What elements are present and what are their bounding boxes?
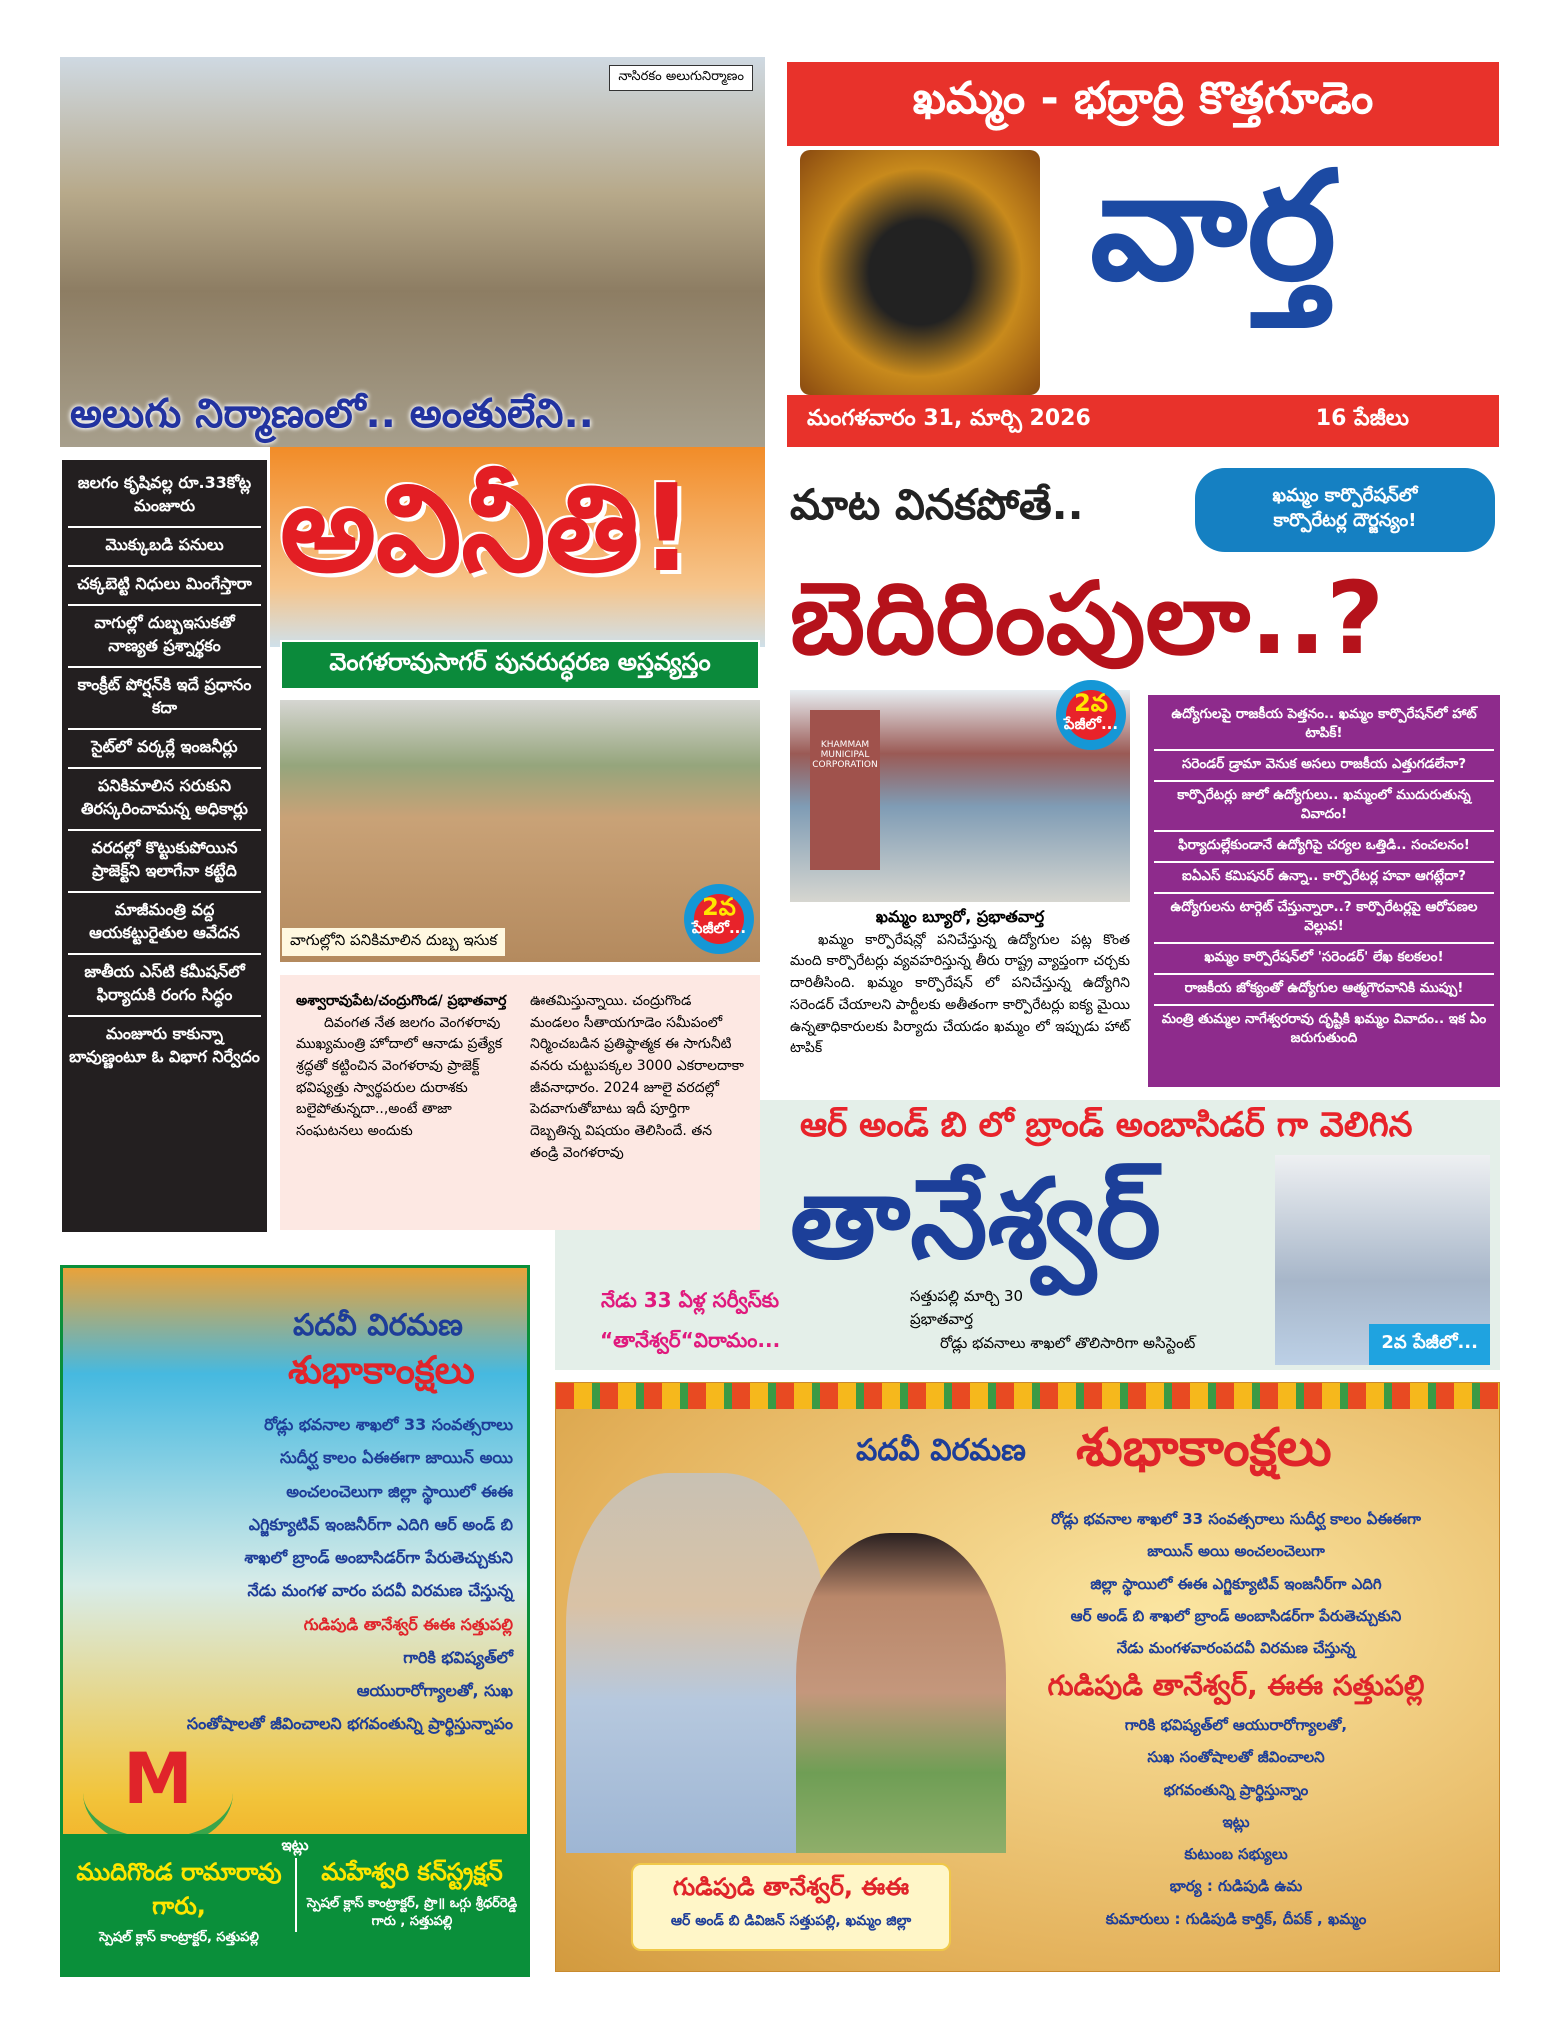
sidebar-point: జాతీయ ఎస్‌టి కమీషన్‌లో ఫిర్యాదుకి రంగం సిద్ధం <box>68 955 261 1017</box>
tanesh-pink <box>600 1280 780 1360</box>
ad-line: నేడు మంగళ వారం పదవీ విరమణ చేస్తున్న <box>247 1581 513 1601</box>
badge-text: పేజీలో... <box>1063 715 1119 734</box>
pink-line: “తానేశ్వర్“విరామం... <box>600 1328 781 1352</box>
retirement-ad-left <box>60 1265 530 1977</box>
article-col1: దివంగత నేత జలగం వెంగళరావు ముఖ్యమంత్రి హోదాలో ఆనాడు ప్రత్యేక శ్రద్ధతో కట్టించిన వెంగళరావు ప్రాజెక్ట్ భవిష్యత్తు స్వార్థపరుల దురాశకు బలైపోతున్నదా..,అంటే తాజా సంఘటనలు అందుకు <box>296 1014 503 1140</box>
ad-line: కుటుంబ సభ్యులు <box>1184 1845 1288 1864</box>
topic-pill <box>1195 468 1495 552</box>
sand-photo <box>280 700 760 962</box>
corp-article <box>790 905 1130 1060</box>
ad-line: సుదీర్ఘ కాలం ఏఈఈగా జాయిన్ అయి <box>279 1448 513 1468</box>
issue-date: మంగళవారం 31, మార్చి 2026 <box>807 406 1091 431</box>
photo-tag: నాసిరకం అలుగునిర్మాణం <box>609 65 753 91</box>
photo-wife <box>796 1533 1006 1853</box>
deity-image <box>800 150 1040 395</box>
headline-avineeti: అవినీతి! <box>280 460 695 599</box>
tanesh-photo <box>1275 1155 1490 1365</box>
sponsor-2 <box>295 1858 527 1932</box>
building-sign: KHAMMAM MUNICIPAL CORPORATION <box>810 710 880 870</box>
tanesh-name: తానేశ్వర్ <box>790 1155 1161 1283</box>
sidebar-point: పనికిమాలిన సరుకుని తిరస్కరించామన్న అధికార్లు <box>68 769 261 831</box>
ad-title-greeting: శుభాకాంక్షలు <box>288 1348 475 1392</box>
highlight: ఫిర్యాదుల్లేకుండానే ఉద్యోగిపై చర్యల ఒత్తిడి.. సంచలనం! <box>1154 832 1494 863</box>
corporation-photo <box>790 690 1130 902</box>
ad-line: శాఖలో బ్రాండ్ అంబాసిడర్‌గా పేరుతెచ్చుకుని <box>244 1548 513 1568</box>
sidebar-point: చక్కబెట్టి నిధులు మింగేస్తారా <box>68 567 261 606</box>
highlights-box <box>1148 695 1500 1087</box>
dateline: సత్తుపల్లి మార్చి 30 <box>910 1287 1024 1305</box>
ad-name: గుడిపుడి తానేశ్వర్ ఈఈ సత్తుపల్లి <box>303 1614 513 1634</box>
ad-title-greeting: శుభాకాంక్షలు <box>1076 1418 1332 1478</box>
highlight: ఉద్యోగులను టార్గెట్ చేస్తున్నారా..? కార్పొరేటర్లపై ఆరోపణల వెల్లువ! <box>1154 894 1494 944</box>
highlight: రాజకీయ జోక్యంతో ఉద్యోగుల ఆత్మగౌరవానికి ముప్పు! <box>1154 975 1494 1006</box>
highlight: ఉద్యోగులపై రాజకీయ పెత్తనం.. ఖమ్మం కార్పొరేషన్‌లో హాట్ టాపిక్! <box>1154 701 1494 751</box>
sidebar-point: జలగం కృషివల్ల రూ.33కోట్ల మంజూరు <box>68 466 261 528</box>
ad-body <box>183 1408 513 1741</box>
article-body <box>280 975 760 1230</box>
ad-footer <box>63 1834 527 1974</box>
highlight: ఐఏఎస్ కమిషనర్ ఉన్నా.. కార్పొరేటర్ల హవా ఆగట్లేదా? <box>1154 863 1494 894</box>
byline: అశ్వారావుపేట/చంద్రుగొండ/ ప్రభాతవార్త <box>296 993 507 1009</box>
badge-number: 2వ <box>702 893 736 921</box>
pill-line: ఖమ్మం కార్పొరేషన్‌లో <box>1272 485 1418 506</box>
source: ప్రభాతవార్త <box>910 1310 974 1329</box>
ad-line: సంతోషాలతో జీవించాలని భగవంతున్ని ప్రార్థిస్తున్నాపం <box>186 1714 513 1734</box>
ad-line: భార్య : గుడిపుడి ఉమ <box>1169 1877 1303 1896</box>
sidebar-point: మాజీమంత్రి వద్ద ఆయకట్టురైతుల ఆవేదన <box>68 893 261 955</box>
retirement-ad-right <box>555 1382 1500 1972</box>
continued-badge[interactable] <box>1056 680 1126 750</box>
sidebar-point: వరదల్లో కొట్టుకుపోయిన ప్రాజెక్ట్‌ని ఇలాగేనా కట్టేది <box>68 831 261 893</box>
ad-line: జిల్లా స్థాయిలో ఈఈ ఎగ్జిక్యూటివ్ ఇంజనీర్‌గా ఎదిగి <box>1090 1574 1382 1593</box>
highlight: ఖమ్మం కార్పొరేషన్‌లో 'సరెండర్' లేఖ కలకలం! <box>1154 944 1494 975</box>
sidebar-point: మొక్కుబడి పనులు <box>68 528 261 567</box>
sponsor-1 <box>63 1858 295 1948</box>
tanesh-dateline <box>910 1285 1195 1355</box>
region-banner: ఖమ్మం - భద్రాద్రి కొత్తగూడెం <box>787 62 1499 146</box>
ad-itlu: ఇట్లు <box>281 1836 309 1854</box>
headline-bedirimpula: బెదిరింపులా..? <box>790 560 1385 677</box>
ad-line: నేడు మంగళవారంపదవీ విరమణ చేస్తున్న <box>1116 1639 1356 1657</box>
date-bar <box>787 395 1499 447</box>
ad-line: సుఖ సంతోషాలతో జీవించాలని <box>1147 1748 1325 1767</box>
article-col2: ఊతమిస్తున్నాయి. చంద్రుగొండ మండలం సీతాయగూడెం సమీపంలో నిర్మించబడిన ప్రతిష్ఠాత్మక ఈ సాగునీటి వనరు చుట్టుపక్కల 3000 ఎకరాలదాకా జీవనాధారం. 2024 జూలై వరదల్లో పెదవాగుతోబాటు ఇదీ పూర్తిగా దెబ్బతిన్న విషయం తెలిసిందే. తన తండ్రి వెంగళరావు <box>530 993 744 1161</box>
ad-line: అంచలంచెలుగా జిల్లా స్థాయిలో ఈఈ <box>286 1481 513 1501</box>
highlight: సరెండర్ డ్రామా వెనుక అసలు రాజకీయ ఎత్తుగడలేనా? <box>1154 751 1494 782</box>
sponsor-sub: స్పెషల్ క్లాస్ కాంట్రాక్టర్, సత్తుపల్లి <box>99 1930 259 1945</box>
byline: ఖమ్మం బ్యూరో, ప్రభాతవార్త <box>875 907 1045 926</box>
ad-line: భగవంతున్ని ప్రార్థిస్తున్నాం <box>1163 1780 1309 1799</box>
name-card <box>631 1863 951 1951</box>
ad-line: గారికి భవిష్యత్‌లో <box>403 1647 513 1667</box>
ad-line: ఇట్లు <box>1222 1812 1250 1831</box>
badge-text: పేజీలో... <box>691 919 747 938</box>
ad-body <box>986 1503 1486 1935</box>
garland-border <box>556 1383 1499 1409</box>
sponsor-name: మహేశ్వరి కన్‌స్ట్రక్షన్ <box>321 1858 503 1886</box>
sponsor-sub: స్పెషల్ క్లాస్ కాంట్రాక్టర్, ప్రొ॥ ఒగ్గు శ్రీధర్‌రెడ్డి గారు , సత్తుపల్లి <box>306 1896 518 1929</box>
badge-number: 2వ <box>1074 689 1108 717</box>
continued-link[interactable]: 2వ పేజీలో... <box>1369 1324 1490 1365</box>
sidebar-point: వాగుల్లో దుబ్బఇసుకతో నాణ్యత ప్రశ్నార్థకం <box>68 606 261 668</box>
page-count: 16 పేజీలు <box>1315 406 1409 431</box>
newspaper-logo: వార్త <box>1090 140 1337 314</box>
ad-name: గుడిపుడి తానేశ్వర్, ఈఈ సత్తుపల్లి <box>1047 1669 1425 1703</box>
subheadline: వెంగళరావుసాగర్ పునరుద్ధరణ అస్తవ్యస్తం <box>280 640 760 690</box>
photo-caption: వాగుల్లోని పనికిమాలిన దుబ్బ ఇసుక <box>282 928 505 956</box>
pill-line: కార్పొరేటర్ల దౌర్జన్యం! <box>1273 510 1417 531</box>
continued-badge[interactable] <box>684 884 754 954</box>
lead: రోడ్లు భవనాలు శాఖలో తొలిసారిగా అసిస్టెంట్ <box>940 1333 1196 1352</box>
maheshwari-logo: M <box>83 1738 233 1848</box>
highlight: మంత్రి తుమ్మల నాగేశ్వరరావు దృష్టికి ఖమ్మం వివాదం.. ఇక ఏం జరుగుతుంది <box>1161 1011 1487 1046</box>
sponsor-name: ముదిగొండ రామారావు గారు, <box>76 1858 282 1920</box>
ad-title: పదవీ విరమణ <box>856 1433 1026 1468</box>
ad-line: ఎగ్జిక్యూటివ్ ఇంజనీర్‌గా ఎదిగి ఆర్ అండ్ బి <box>248 1514 513 1534</box>
kicker: మాట వినకపోతే.. <box>790 480 1084 529</box>
highlight: కార్పొరేటర్లు జులో ఉద్యోగులు.. ఖమ్మంలో ముదురుతున్న వివాదం! <box>1154 782 1494 832</box>
ad-title: పదవీ విరమణ <box>293 1308 463 1343</box>
photo-tanesh <box>566 1473 826 1853</box>
ad-line: ఆర్ అండ్ బి శాఖలో బ్రాండ్ అంబాసిడర్‌గా పేరుతెచ్చుకుని <box>1070 1606 1402 1625</box>
sidebar-point: మంజూరు కాకున్నా బావుణ్ణంటూ ఓ విభాగ నిర్వేదం <box>69 1024 260 1066</box>
ad-line: రోడ్లు భవనాల శాఖలో 33 సంవత్సరాలు <box>264 1415 513 1434</box>
ad-line: ఆయురారోగ్యాలతో, సుఖ <box>356 1681 513 1701</box>
ad-line: కుమారులు : గుడిపుడి కార్తిక్, దీపక్ , ఖమ్మం <box>1105 1909 1367 1928</box>
card-name: గుడిపుడి తానేశ్వర్, ఈఈ <box>672 1873 910 1901</box>
tanesh-headline: ఆర్ అండ్ బి లో బ్రాండ్ అంబాసిడర్ గా వెలిగిన <box>800 1105 1413 1145</box>
headline-alugu: అలుగు నిర్మాణంలో.. అంతులేని.. <box>70 391 594 437</box>
construction-photo <box>60 57 765 447</box>
sidebar-point: సైట్‌లో వర్కర్లే ఇంజనీర్లు <box>68 730 261 769</box>
ad-line: జాయిన్ అయి అంచలంచెలుగా <box>1147 1542 1325 1561</box>
sidebar-points <box>62 460 267 1232</box>
ad-line: గారికి భవిష్యత్‌లో ఆయురారోగ్యాలతో, <box>1124 1716 1348 1735</box>
sidebar-point: కాంక్రీట్ పోర్షన్‌కి ఇదే ప్రధానం కదా <box>68 668 261 730</box>
article-body: ఖమ్మం కార్పొరేషన్లో పనిచేస్తున్న ఉద్యోగుల పట్ల కొంత మంది కార్పొరేటర్లు వ్యవహరిస్తున్న తీరు రాష్ట్ర వ్యాప్తంగా చర్చకు దారితీసింది. ఖమ్మం కార్పొరేషన్ లో పనిచేస్తున్న ఉద్యోగిని సరెండర్ చేయాలని పార్టీలకు అతీతంగా కార్పొరేటర్లు ఐక్య మైయి ఉన్నతాధికారులకు పిర్యాదు చేయడం ఖమ్మం లో ఇప్పుడు హాట్ టాపిక్ <box>790 931 1130 1057</box>
card-desc: ఆర్ అండ్ బి డివిజన్ సత్తుపల్లి, ఖమ్మం జిల్లా <box>670 1913 912 1929</box>
ad-line: రోడ్లు భవనాల శాఖలో 33 సంవత్సరాలు సుదీర్ఘ కాలం ఏఈఈగా <box>1051 1510 1421 1528</box>
pink-line: నేడు 33 ఏళ్ల సర్వీస్‌కు <box>601 1288 780 1312</box>
